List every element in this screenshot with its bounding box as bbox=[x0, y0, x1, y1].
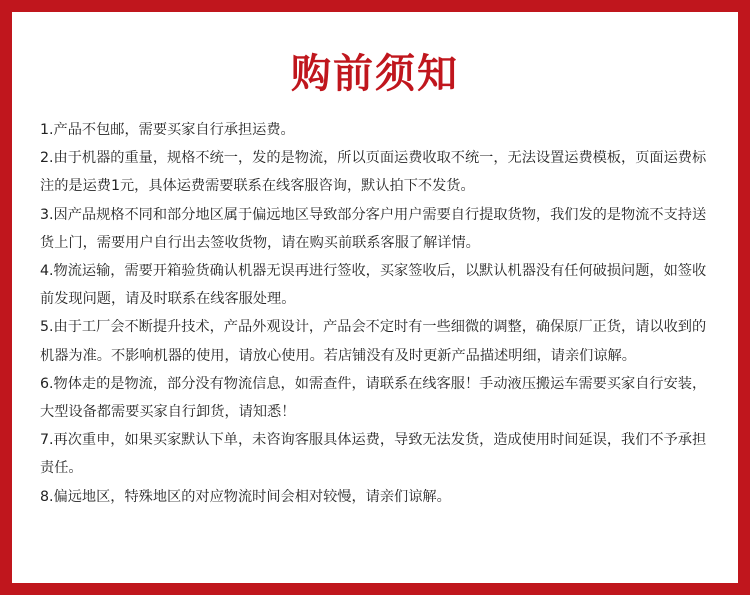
notice-item-1: 1.产品不包邮，需要买家自行承担运费。 bbox=[40, 122, 295, 138]
notice-list bbox=[40, 116, 716, 511]
notice-item-8: 8.偏远地区，特殊地区的对应物流时间会相对较慢，请亲们谅解。 bbox=[40, 488, 451, 505]
notice-item-2: 2.由于机器的重量，规格不统一，发的是物流，所以页面运费收取不统一，无法设置运费模板，页面运费标注的是运费1元，具体运费需要联系在线客服咨询，默认拍下不发货。 bbox=[40, 150, 707, 195]
notice-item-7: 7.再次重申，如果买家默认下单，未咨询客服具体运费，导致无法发货，造成使用时间延误，我们不予承担责任。 bbox=[40, 432, 707, 477]
notice-item-5: 5.由于工厂会不断提升技术，产品外观设计，产品会不定时有一些细微的调整，确保原厂正货，请以收到的机器为准。不影响机器的使用，请放心使用。若店铺没有及时更新产品描述明细，请亲们谅解。 bbox=[40, 319, 707, 364]
page-title: 购前须知 bbox=[291, 51, 459, 97]
notice-item-6: 6.物体走的是物流，部分没有物流信息，如需查件，请联系在线客服！手动液压搬运车需要买家自行安装，大型设备都需要买家自行卸货，请知悉！ bbox=[40, 375, 707, 421]
notice-item-3: 3.因产品规格不同和部分地区属于偏远地区导致部分客户用户需要自行提取货物，我们发的是物流不支持送货上门，需要用户自行出去签收货物，请在购买前联系客服了解详情。 bbox=[40, 206, 707, 251]
notice-item-4: 4.物流运输，需要开箱验货确认机器无误再进行签收，买家签收后，以默认机器没有任何破损问题，如签收前发现问题，请及时联系在线客服处理。 bbox=[40, 263, 707, 308]
